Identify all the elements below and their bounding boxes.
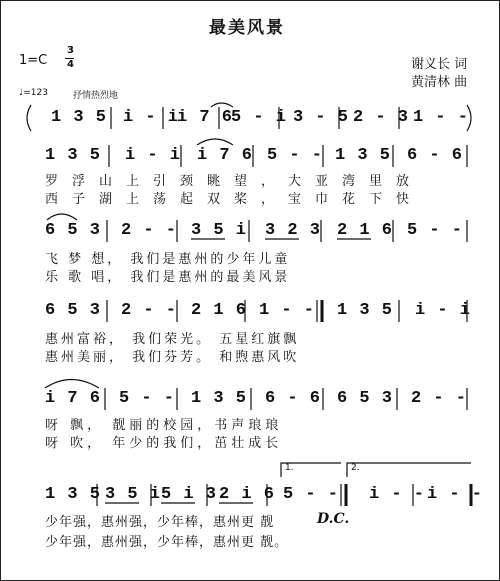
composer-credit: 黄清林 曲	[411, 75, 468, 90]
time-denominator: 4	[67, 59, 74, 70]
measure: i - i	[123, 108, 180, 127]
measure: 5 - -	[283, 485, 340, 504]
measure: i 7 6	[45, 389, 102, 408]
expression-marking: 抒情热烈地	[73, 91, 119, 101]
slur	[211, 103, 233, 107]
lyric-verse-2: 乐 歌 唱， 我们是惠州的最美风景	[45, 270, 291, 285]
measure: 2 - -	[411, 389, 468, 408]
measure: i - -	[427, 485, 484, 504]
measure: 5 - -	[407, 221, 464, 240]
measure: 3 2 3	[265, 221, 322, 240]
measure: i - -	[369, 485, 426, 504]
lyric-verse-2: 少年强，惠州强，少年棒，惠州更 靓。	[45, 535, 289, 550]
measure: i 7 6	[197, 146, 254, 165]
measure: 1 3 5	[191, 389, 248, 408]
slur	[197, 139, 233, 145]
da-capo-marking: D.C.	[317, 511, 350, 527]
lyric-verse-1: 少年强，惠州强，少年棒，惠州更 靓	[45, 515, 275, 530]
volta-first-ending: 1.	[285, 463, 294, 473]
measure: 1 3 5	[51, 108, 108, 127]
repeat-open-bracket	[27, 105, 31, 131]
measure: i 7 6	[177, 108, 234, 127]
lyric-verse-1: 呀 飘， 靓丽的校园，书声琅琅	[45, 418, 283, 433]
measure: 6 - 6	[265, 389, 322, 408]
measure: 3 5 i	[191, 221, 248, 240]
measure: 2 - -	[121, 221, 178, 240]
lyric-verse-1: 罗浮山上引颈眺望，大亚湾里放	[45, 174, 424, 189]
measure: 2 i 6	[219, 485, 276, 504]
measure: 1 3 5	[337, 301, 394, 320]
slur	[45, 380, 99, 389]
measure: 1 3 5	[45, 485, 102, 504]
measure: 2 1 6	[191, 301, 248, 320]
measure: 3 5 i	[105, 485, 162, 504]
measure: 1 - -	[259, 301, 316, 320]
measure: 6 - 6	[407, 146, 464, 165]
measure: 6 5 3	[337, 389, 394, 408]
measure: 1 - -	[413, 108, 470, 127]
key-signature: 1=C	[19, 53, 48, 68]
measure: 5 - -	[119, 389, 176, 408]
song-title: 最美风景	[209, 18, 285, 38]
measure: 2 - -	[121, 301, 178, 320]
measure: 5 - -	[267, 146, 324, 165]
volta-bracket-second	[347, 463, 471, 477]
measure: 5 - i	[231, 108, 288, 127]
measure: 5 i 3	[161, 485, 218, 504]
measure: 3 - 5	[293, 108, 350, 127]
lyricist-credit: 谢义长 词	[411, 57, 468, 72]
tempo-marking: ♩=123	[19, 88, 48, 98]
measure: 2 1 6	[337, 221, 394, 240]
slur	[47, 214, 77, 220]
measure: 6 5 3	[45, 221, 102, 240]
volta-bracket-first	[281, 463, 341, 477]
measure: 2 - 3	[353, 108, 410, 127]
time-numerator: 3	[67, 45, 74, 56]
measure: 6 5 3	[45, 301, 102, 320]
volta-second-ending: 2.	[351, 463, 360, 473]
measure: i - i	[415, 301, 472, 320]
measure: i - i	[125, 146, 182, 165]
lyric-verse-2: 惠州美丽， 我们芬芳。 和煦惠风吹	[45, 350, 300, 365]
measure: 1 3 5	[335, 146, 392, 165]
repeat-close-bracket	[467, 105, 471, 131]
lyric-verse-2: 呀 吹， 年少的我们，茁壮成长	[45, 436, 283, 451]
lyric-verse-2: 西子湖上荡起双桨，宝巾花下快	[45, 192, 424, 207]
measure: 1 3 5	[45, 146, 102, 165]
lyric-verse-1: 飞 梦 想， 我们是惠州的少年儿童	[45, 252, 291, 267]
score-notation-overlay	[1, 1, 499, 580]
lyric-verse-1: 惠州富裕， 我们荣光。 五星红旗飘	[45, 332, 300, 347]
